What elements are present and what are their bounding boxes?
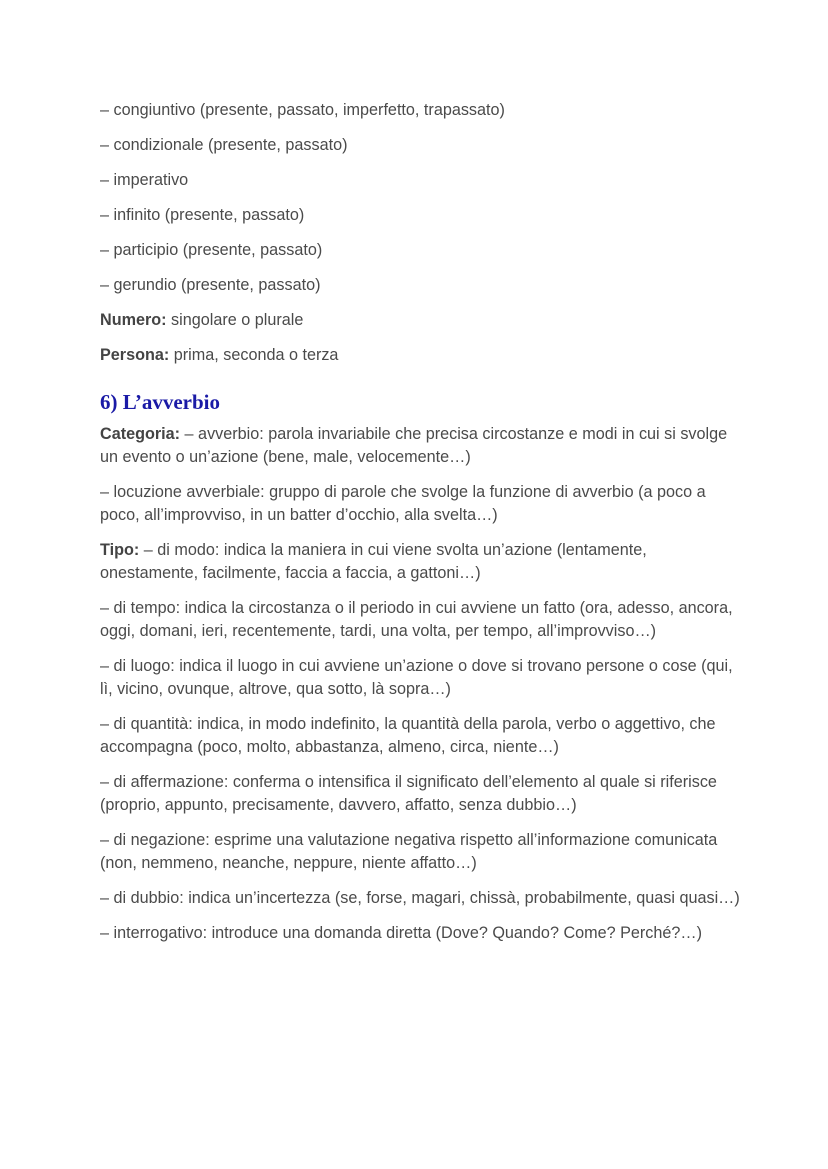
tipo-quantita-paragraph: – di quantità: indica, in modo indefinito, la quantità della parola, verbo o aggettivo, che accompagna (poco, molto, abbastanza, almeno, circa, niente…)	[100, 715, 716, 756]
document-page	[100, 99, 740, 957]
categoria-paragraph	[100, 423, 740, 469]
tipo-negazione-paragraph: – di negazione: esprime una valutazione negativa rispetto all’informazione comunicata (non, nemmeno, neanche, neppure, niente affatto…)	[100, 831, 718, 872]
list-item-participio: – participio (presente, passato)	[100, 241, 323, 259]
tipo-text: – di modo: indica la maniera in cui viene svolta un’azione (lentamente, onestamente, facilmente, faccia a faccia, a gattoni…)	[100, 541, 647, 582]
categoria-text: – avverbio: parola invariabile che precisa circostanze e modi in cui si svolge un evento o un’azione (bene, male, velocemente…)	[100, 425, 728, 466]
tipo-label: Tipo:	[100, 541, 140, 559]
list-item-imperativo: – imperativo	[100, 171, 189, 189]
numero-label: Numero:	[100, 311, 167, 329]
list-item-gerundio: – gerundio (presente, passato)	[100, 276, 321, 294]
numero-text: singolare o plurale	[166, 311, 304, 329]
persona-line	[100, 344, 740, 367]
tipo-tempo-paragraph: – di tempo: indica la circostanza o il periodo in cui avviene un fatto (ora, adesso, ancora, oggi, domani, ieri, recentemente, tardi, una volta, per tempo, all’improvviso…)	[100, 599, 733, 640]
locuzione-paragraph: – locuzione avverbiale: gruppo di parole che svolge la funzione di avverbio (a poco a poco, all’improvviso, in un batter d’occhio, alla svelta…)	[100, 483, 706, 524]
tipo-paragraph	[100, 539, 740, 585]
tipo-affermazione-paragraph: – di affermazione: conferma o intensifica il significato dell’elemento al quale si riferisce (proprio, appunto, precisamente, davvero, affatto, senza dubbio…)	[100, 773, 717, 814]
list-item-condizionale: – condizionale (presente, passato)	[100, 136, 348, 154]
tipo-dubbio-paragraph: – di dubbio: indica un’incertezza (se, forse, magari, chissà, probabilmente, quasi quasi…)	[100, 889, 740, 907]
categoria-label: Categoria:	[100, 425, 181, 443]
list-item-infinito: – infinito (presente, passato)	[100, 206, 305, 224]
list-item-congiuntivo: – congiuntivo (presente, passato, imperfetto, trapassato)	[100, 101, 505, 119]
section-heading: 6) L’avverbio	[100, 390, 220, 414]
numero-line	[100, 309, 740, 332]
persona-label: Persona:	[100, 346, 170, 364]
persona-text: prima, seconda o terza	[169, 346, 339, 364]
tipo-luogo-paragraph: – di luogo: indica il luogo in cui avviene un’azione o dove si trovano persone o cose (qui, lì, vicino, ovunque, altrove, qua sotto, là sopra…)	[100, 657, 733, 698]
tipo-interrogativo-paragraph: – interrogativo: introduce una domanda diretta (Dove? Quando? Come? Perché?…)	[100, 924, 702, 942]
